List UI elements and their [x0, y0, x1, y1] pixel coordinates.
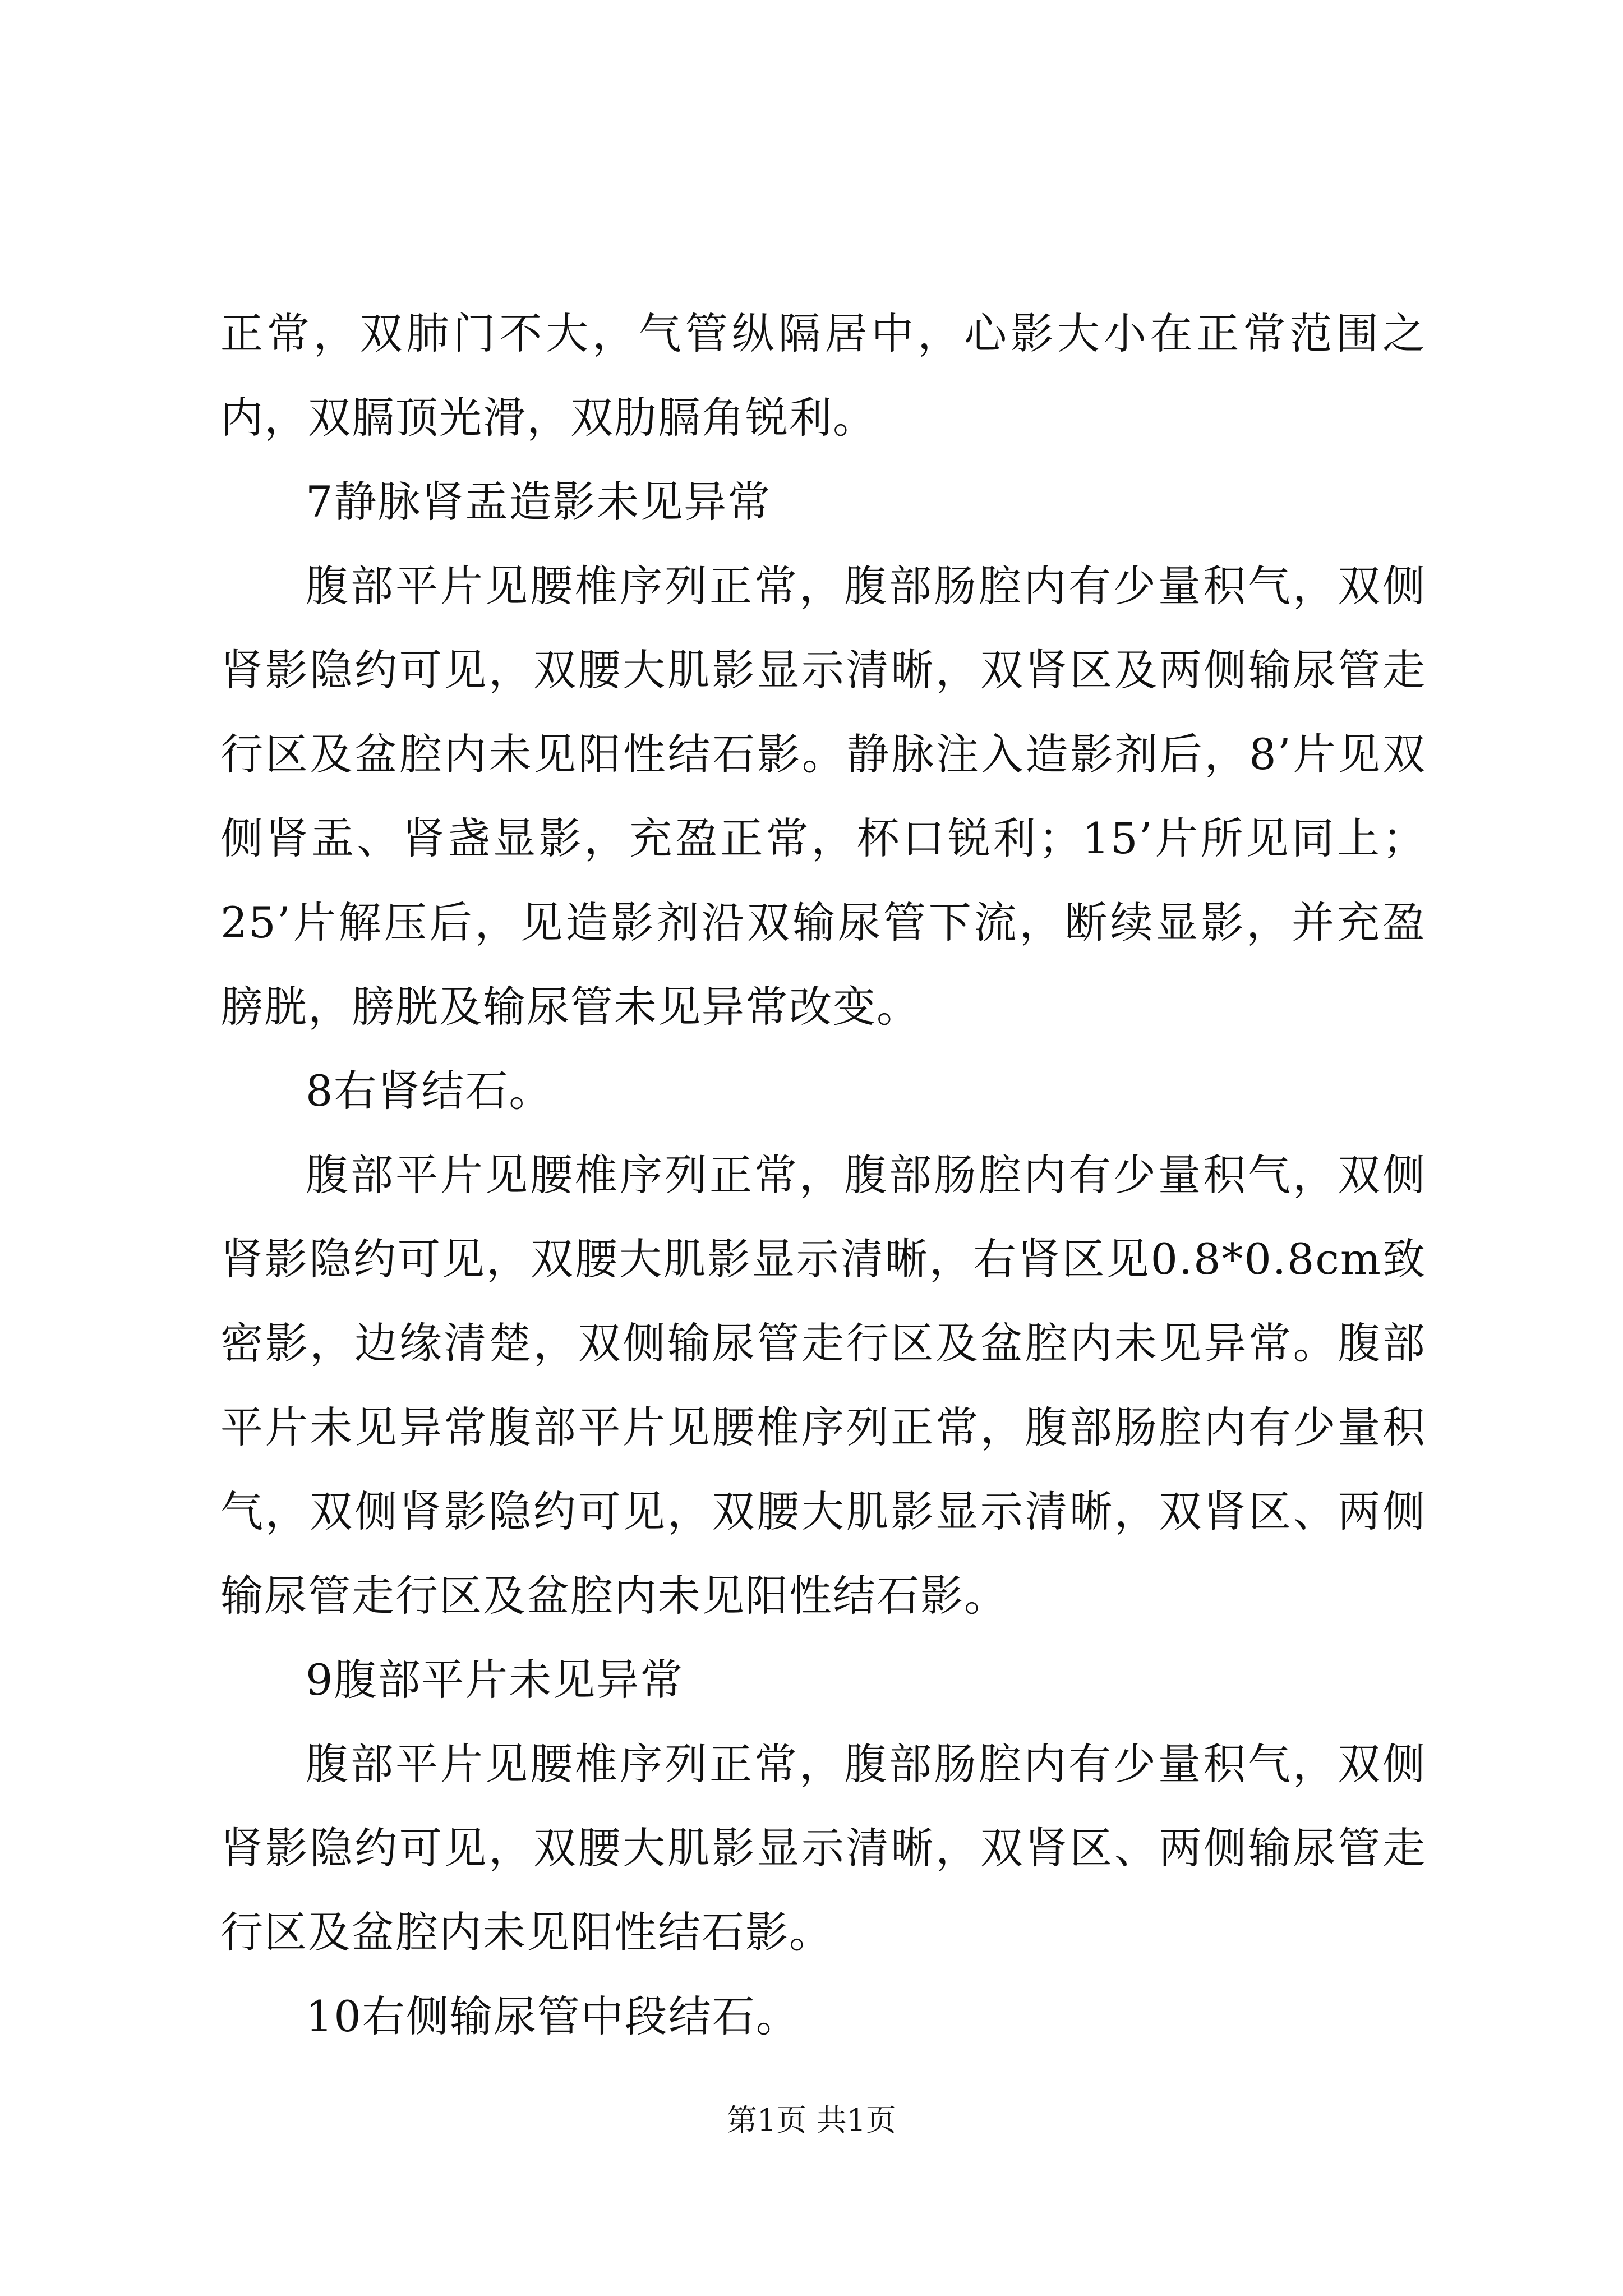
paragraph-chest-findings: 正常，双肺门不大，气管纵隔居中，心影大小在正常范围之内，双膈顶光滑，双肋膈角锐利。 — [220, 309, 1426, 443]
section-heading-10: 10右侧输尿管中段结石。 — [306, 1991, 800, 2041]
paragraph-ivp-findings: 腹部平片见腰椎序列正常，腹部肠腔内有少量积气，双侧肾影隐约可见，双腰大肌影显示清晰，双肾区及两侧输尿管走行区及盆腔内未见阳性结石影。静脉注入造影剂后，8’片见双侧肾盂、肾盏显影，充盈正常，杯口锐利；15’片所见同上；25’片解压后，见造影剂沿双输尿管下流，断续显影，并充盈膀胱，膀胱及输尿管未见异常改变。 — [220, 561, 1426, 1032]
page-footer: 第1页 共1页 — [727, 2102, 896, 2138]
section-heading-8: 8右肾结石。 — [306, 1066, 553, 1116]
section-heading-7: 7静脉肾盂造影未见异常 — [306, 477, 772, 527]
paragraph-abdominal-film: 腹部平片见腰椎序列正常，腹部肠腔内有少量积气，双侧肾影隐约可见，双腰大肌影显示清晰，双肾区、两侧输尿管走行区及盆腔内未见阳性结石影。 — [220, 1739, 1426, 1957]
paragraph-right-kidney-stone: 腹部平片见腰椎序列正常，腹部肠腔内有少量积气，双侧肾影隐约可见，双腰大肌影显示清晰，右肾区见0.8*0.8cm致密影，边缘清楚，双侧输尿管走行区及盆腔内未见异常。腹部平片未见异常腹部平片见腰椎序列正常，腹部肠腔内有少量积气，双侧肾影隐约可见，双腰大肌影显示清晰，双肾区、两侧输尿管走行区及盆腔内未见阳性结石影。 — [220, 1150, 1426, 1621]
section-heading-9: 9腹部平片未见异常 — [306, 1655, 684, 1705]
document-body — [220, 292, 1426, 2059]
